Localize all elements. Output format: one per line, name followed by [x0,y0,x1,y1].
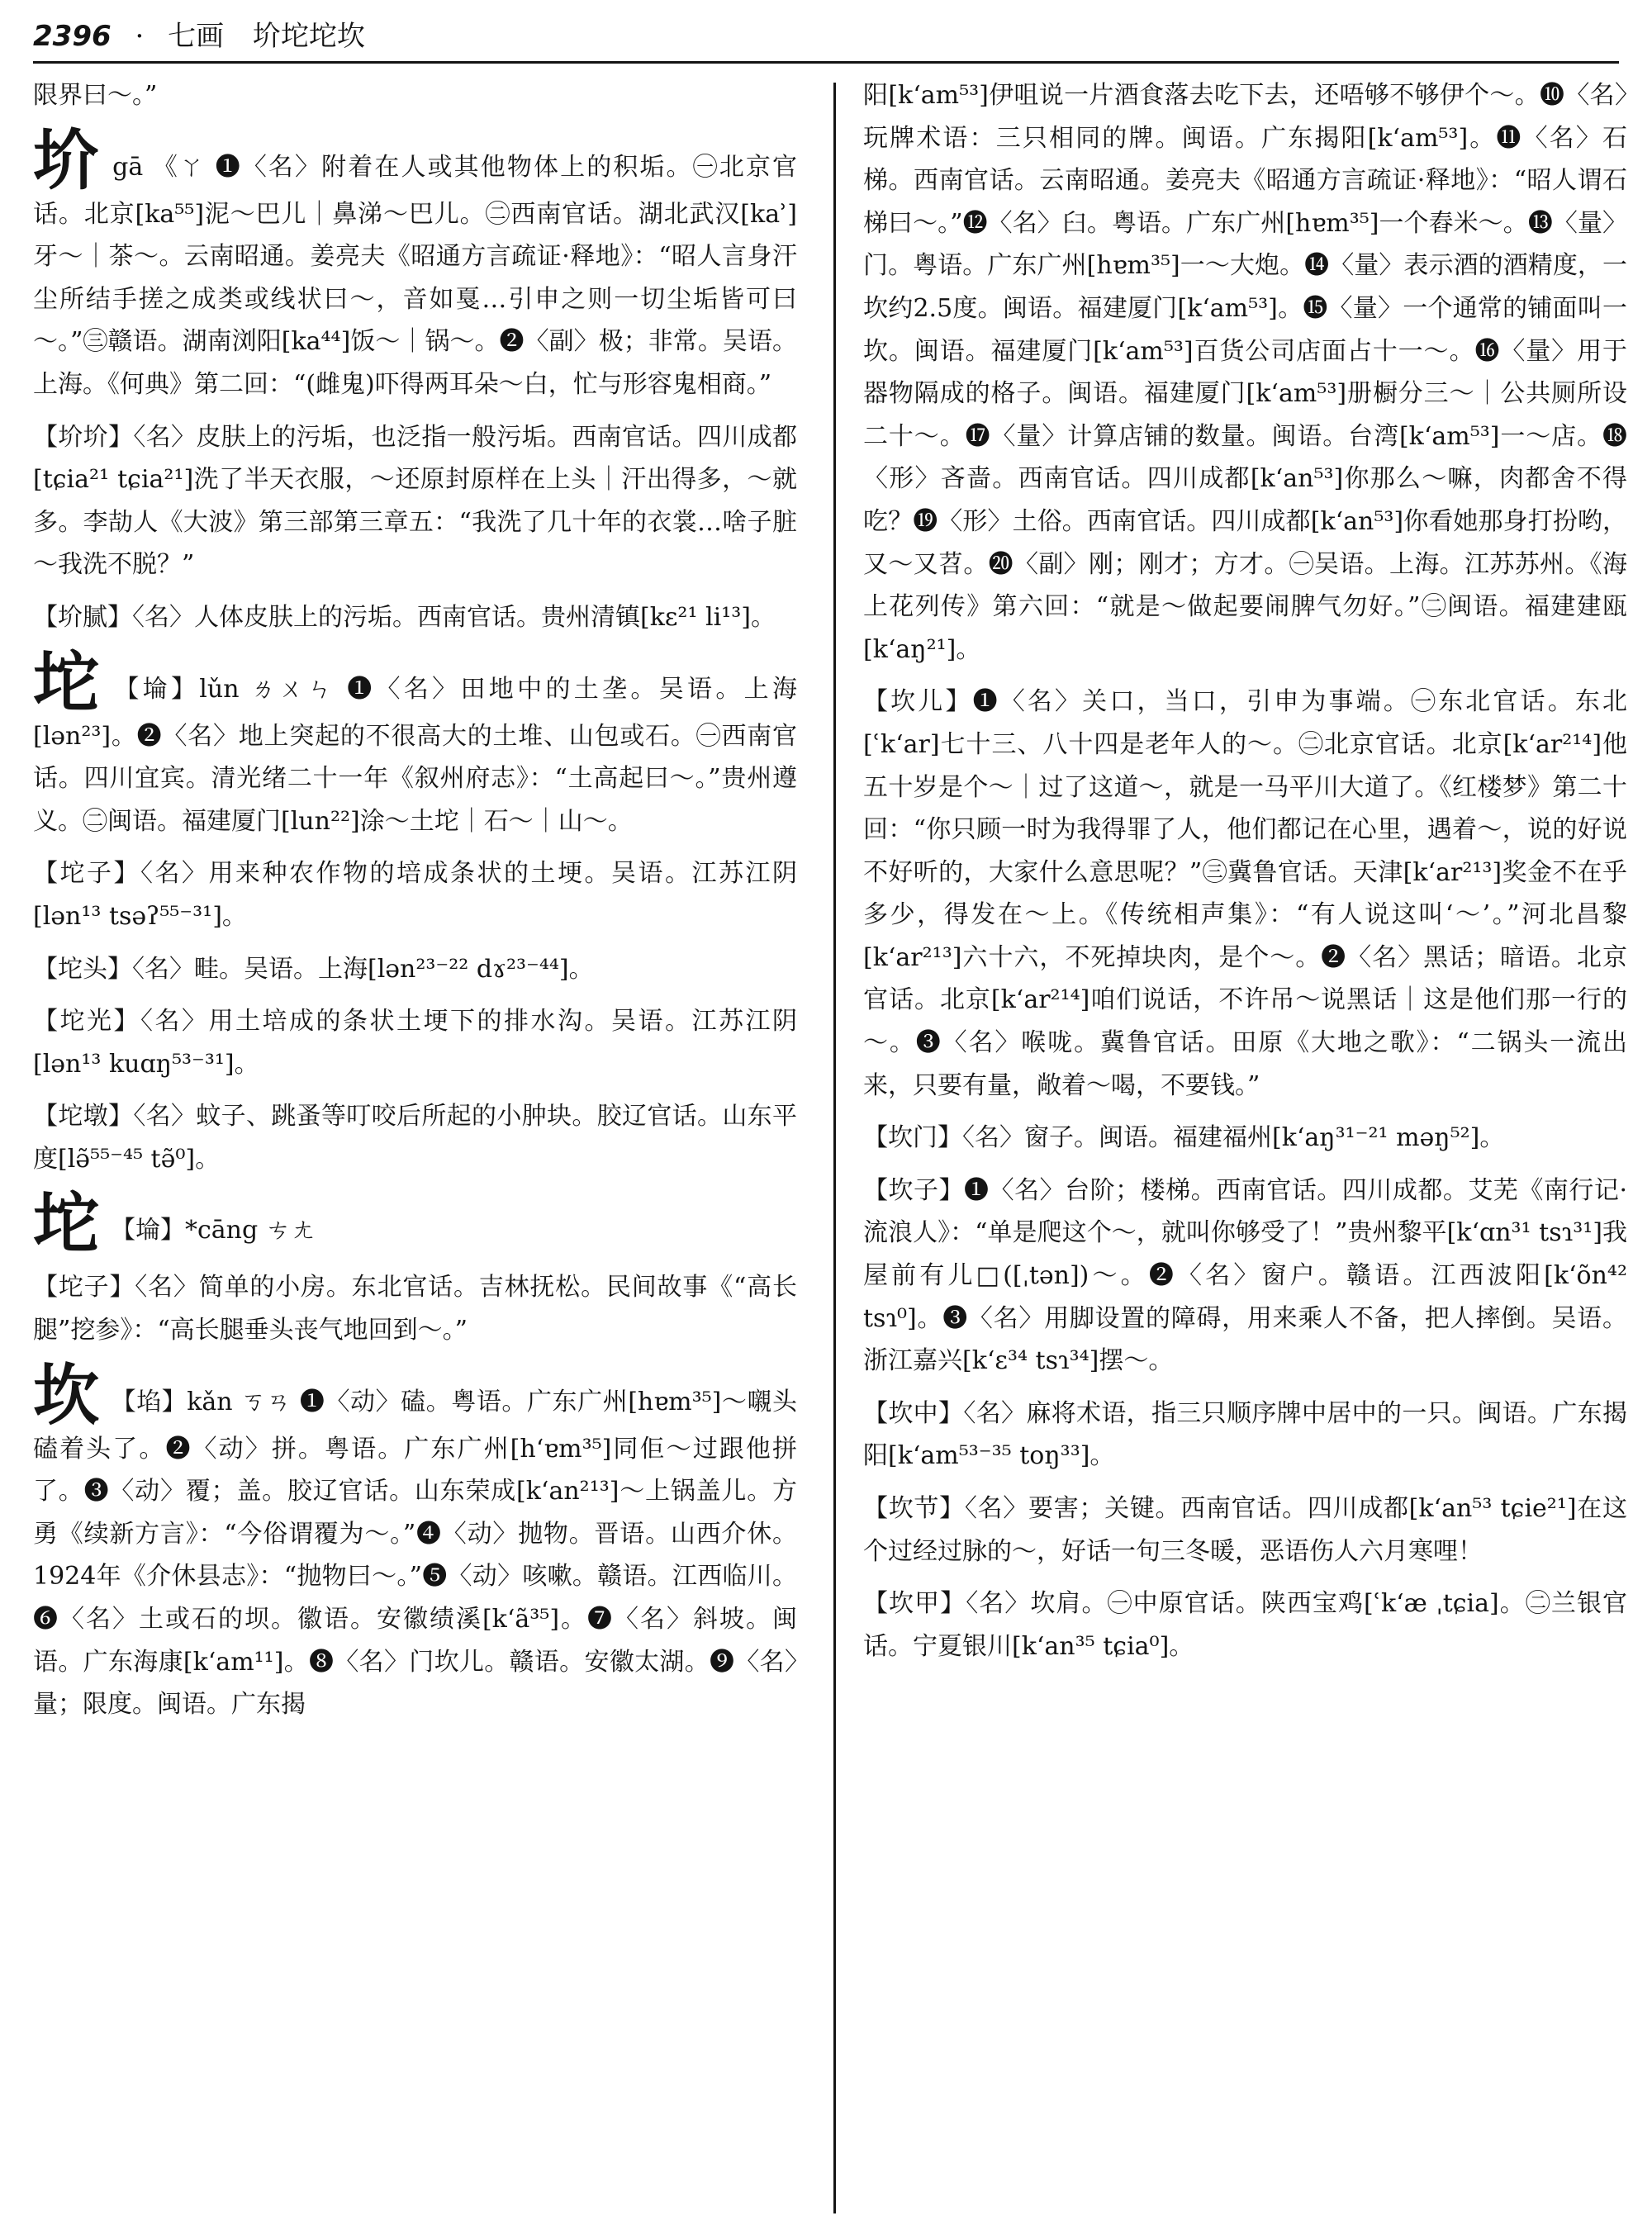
entry-text: 【坎节】〈名〉要害；关键。西南官话。四川成都[kʻan⁵³ tɕie²¹]在这个过经过脉的～，好话一句三冬暖，恶语伤人六月寒哩！ [863,1494,1627,1566]
compound-entry [33,948,797,991]
left-column [33,74,797,1736]
entry-text: 【坨墩】〈名〉蚊子、跳蚤等叮咬后所起的小肿块。胶辽官话。山东平度[lə̃⁵⁵⁻⁴⁵ tə̃⁰]。 [33,1102,797,1174]
headword: 坎 [33,1355,100,1434]
entry-text: 阳[kʻam⁵³]伊咀说一片酒食落去吃下去，还唔够不够伊个～。❿〈名〉玩牌术语：三只相同的牌。闽语。广东揭阳[kʻam⁵³]。⓫〈名〉石梯。西南官话。云南昭通。姜亮夫《昭通方言疏证·释地》：“昭人谓石梯曰～。”⓬〈名〉臼。粤语。广东广州[hɐm³⁵]一个舂米～。⓭〈量〉门。粤语。广东广州[hɐm³⁵]一～大炮。⓮〈量〉表示酒的酒精度，一坎约2.5度。闽语。福建厦门[kʻam⁵³]。⓯〈量〉一个通常的铺面叫一坎。闽语。福建厦门[kʻam⁵³]百货公司店面占十一～。⓰〈量〉用于器物隔成的格子。闽语。福建厦门[kʻam⁵³]册橱分三～｜公共厕所设二十～。⓱〈量〉计算店铺的数量。闽语。台湾[kʻam⁵³]一～店。⓲〈形〉吝啬。西南官话。四川成都[kʻan⁵³]你那么～嘛，肉都舍不得吃？⓳〈形〉土俗。西南官话。四川成都[kʻan⁵³]你看她那身打扮哟，又～又苕。⓴〈副〉刚；刚才；方才。㊀吴语。上海。江苏苏州。《海上花列传》第六回：“就是～做起要闹脾气勿好。”㊁闽语。福建建瓯[kʻaŋ²¹]。 [863,81,1627,664]
headword: 坨 [33,643,103,721]
compound-entry [33,596,797,639]
continued-text [863,74,1627,671]
page-header [33,12,1619,61]
entry-text: 限界曰～。” [33,81,158,110]
compound-entry [33,416,797,586]
header-rule [33,61,1619,64]
entry-text: 【坨光】〈名〉用土培成的条状土埂下的排水沟。吴语。江苏江阴[lən¹³ kuɑŋ⁵³⁻³¹]。 [33,1007,797,1079]
entry-text: 【圿腻】〈名〉人体皮肤上的污垢。西南官话。贵州清镇[kɛ²¹ li¹³]。 [33,602,776,632]
compound-entry [33,1095,797,1180]
entry-text: 【坎门】〈名〉窗子。闽语。福建福州[kʻaŋ³¹⁻²¹ məŋ⁵²]。 [863,1123,1505,1153]
entry-text: 【圿圿】〈名〉皮肤上的污垢，也泛指一般污垢。西南官话。四川成都[tɕia²¹ tɕia²¹]洗了半天衣服，～还原封原样在上头｜汗出得多，～就多。李劼人《大波》第三部第三章五：“我洗了几十年的衣裳…啥子脏～我洗不脱？” [33,422,797,580]
right-column [863,74,1627,1677]
entry-text: 【埳】kǎn ㄎㄢ ❶〈动〉磕。粤语。广东广州[hɐm³⁵]～嚫头磕着头了。❷〈动〉拼。粤语。广东广州[hʻɐm³⁵]同佢～过跟他拼了。❸〈动〉覆；盖。胶辽官话。山东荣成[kʻan²¹³]～上锅盖儿。方勇《续新方言》：“今俗谓覆为～。”❹〈动〉抛物。晋语。山西介休。1924年《介休县志》：“抛物曰～。”❺〈动〉咳嗽。赣语。江西临川。❻〈名〉土或石的坝。徽语。安徽绩溪[kʻã³⁵]。❼〈名〉斜坡。闽语。广东海康[kʻam¹¹]。❽〈名〉门坎儿。赣语。安徽太湖。❾〈名〉量；限度。闽语。广东揭 [33,1387,797,1720]
compound-entry [863,1487,1627,1573]
compound-entry [863,1582,1627,1668]
headword: 坨 [33,1184,99,1263]
header-separator: · [135,20,145,53]
compound-entry [863,681,1627,1107]
compound-entry [33,1000,797,1085]
continued-text [33,74,797,117]
entry-text: 【坎子】❶〈名〉台阶；楼梯。西南官话。四川成都。艾芜《南行记·流浪人》：“单是爬这个～，就叫你够受了！”贵州黎平[kʻɑn³¹ tsɿ³¹]我屋前有儿□([ˌtən])～。❷〈名〉窗户。赣语。江西波阳[kʻõn⁴² tsɿ⁰]。❸〈名〉用脚设置的障碍，用来乘人不备，把人摔倒。吴语。浙江嘉兴[kʻɛ³⁴ tsɿ³⁴]摆～。 [863,1175,1627,1376]
entry-text: 【坨子】〈名〉用来种农作物的培成条状的土埂。吴语。江苏江阴[lən¹³ tsəʔ⁵⁵⁻³¹]。 [33,859,797,931]
headword-entry [33,1184,797,1263]
entry-text: 【埨】lǔn ㄌㄨㄣ ❶〈名〉田地中的土垄。吴语。上海[lən²³]。❷〈名〉地上突起的不很高大的土堆、山包或石。㊀西南官话。四川宜宾。清光绪二十一年《叙州府志》：“土高起曰～。”贵州遵义。㊁闽语。福建厦门[lun²²]涂～土坨｜石～｜山～。 [33,674,798,836]
headword-entry [33,121,797,406]
compound-entry [863,1170,1627,1383]
headword-entry [33,1355,797,1726]
entry-text: 【埨】*cāng ㄘㄤ [111,1216,316,1245]
entry-text: 【坎儿】❶〈名〉关口，当口，引申为事端。㊀东北官话。东北[ʿkʻar]七十三、八十四是老年人的～。㊁北京官话。北京[kʻar²¹⁴]他五十岁是个～｜过了这道～，就是一马平川大道了。《红楼梦》第二十回：“你只顾一时为我得罪了人，他们都记在心里，遇着～，说的好说不好听的，大家什么意思呢？”㊂冀鲁官话。天津[kʻar²¹³]奖金不在乎多少，得发在～上。《传统相声集》：“有人说这叫‘～’。”河北昌黎[kʻar²¹³]六十六，不死掉块肉，是个～。❷〈名〉黑话；暗语。北京官话。北京[kʻar²¹⁴]咱们说话，不许吊～说黑话｜这是他们那一行的～。❸〈名〉喉咙。冀鲁官话。田原《大地之歌》：“二锅头一流出来，只要有量，敞着～喝，不要钱。” [863,687,1627,1100]
entry-range: 圿坨坨坎 [252,20,365,53]
entry-text: 【坨子】〈名〉简单的小房。东北官话。吉林抚松。民间故事《“高长腿”挖参》：“高长腿垂头丧气地回到～。” [33,1273,797,1345]
compound-entry [863,1393,1627,1478]
stroke-count: 七画 [168,20,225,53]
headword-entry [33,643,798,843]
entry-text: 【坎甲】〈名〉坎肩。㊀中原官话。陕西宝鸡[ʿkʻæ ˌtɕia]。㊁兰银官话。宁夏银川[kʻan³⁵ tɕia⁰]。 [863,1589,1627,1661]
compound-entry [33,1266,797,1351]
page-number: 2396 [33,20,112,53]
entry-text: 【坨头】〈名〉畦。吴语。上海[lən²³⁻²² dɤ²³⁻⁴⁴]。 [33,954,594,984]
entry-text: 【坎中】〈名〉麻将术语，指三只顺序牌中居中的一只。闽语。广东揭阳[kʻam⁵³⁻³⁵ toŋ³³]。 [863,1398,1627,1471]
compound-entry [863,1117,1627,1160]
headword: 圿 [33,121,102,199]
compound-entry [33,852,797,937]
entry-text: gā 《ㄚ ❶〈名〉附着在人或其他物体上的积垢。㊀北京官话。北京[ka⁵⁵]泥～巴儿｜鼻涕～巴儿。㊁西南官话。湖北武汉[kaʾ]牙～｜茶～。云南昭通。姜亮夫《昭通方言疏证·释地》：“昭人言身汗尘所结手搓之成类或线状曰～，音如戛…引申之则一切尘垢皆可曰～。”㊂赣语。湖南浏阳[ka⁴⁴]饭～｜锅～。❷〈副〉极；非常。吴语。上海。《何典》第二回：“(雌鬼)吓得两耳朵～白，忙与形容鬼相商。” [33,152,797,399]
column-divider [833,83,836,2213]
